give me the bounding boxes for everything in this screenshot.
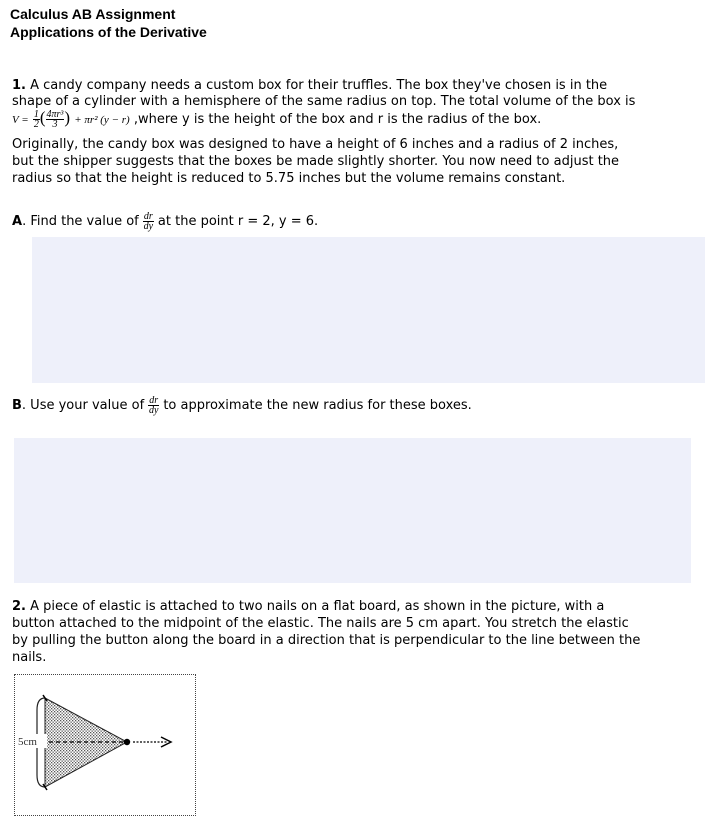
part-a-label: A [12,214,23,229]
part-b-derivative: $\frac{dr}{dy}$ [149,395,159,416]
elastic-diagram [15,675,195,815]
part-b-label: B [12,398,22,413]
assignment-title: Calculus AB Assignment [10,6,176,22]
part-a-derivative: $\frac{dr}{dy}$ [143,211,154,232]
q2-number: 2. [12,599,26,614]
formula-cylinder: + πr² (y − r) [74,114,130,126]
q2-line-3: by pulling the button along the board in a direction that is perpendicular to the line between the [12,633,641,648]
q1-line-4: Originally, the candy box was designed to have a height of 6 inches and a radius of 2 inches, [12,137,619,152]
q2-line-1: 2. A piece of elastic is attached to two nails on a flat board, as shown in the picture, with a [12,599,605,614]
q1-line-2: shape of a cylinder with a hemisphere of the same radius on top. The total volume of the box is [12,94,636,109]
formula-hemisphere: $\frac{\text{4πr³}}{3}$ [46,109,64,130]
q2-line-4: nails. [12,650,47,665]
assignment-subtitle: Applications of the Derivative [10,24,207,40]
part-b-answer-box[interactable] [14,438,691,583]
distance-label: 5cm [18,736,37,748]
q1-line-6: radius so that the height is reduced to 5.75 inches but the volume remains constant. [12,171,566,186]
formula-tail: ,where y is the height of the box and r is the radius of the box. [133,112,542,127]
q1-formula-line: V = $\frac{1}{2}$ ( $\frac{\text{4πr³}}{3}$ ) + πr² (y − r) ,where y is the height of the box and r is the radius of the box. [12,108,542,130]
q2-line-2: button attached to the midpoint of the elastic. The nails are 5 cm apart. You stretch the elastic [12,616,629,631]
part-b-prompt: B. Use your value of $\frac{dr}{dy}$ to approximate the new radius for these boxes. [12,395,472,416]
formula-v: V = [12,114,29,126]
q1-number: 1. [12,78,26,93]
q1-line-5: but the shipper suggests that the boxes be made slightly shorter. You now need to adjust the [12,154,620,169]
part-a-answer-box[interactable] [32,237,705,383]
q1-line-1: 1. A candy company needs a custom box for their truffles. The box they've chosen is in the [12,78,608,93]
part-a-prompt: A. Find the value of $\frac{dr}{dy}$ at the point r = 2, y = 6. [12,211,319,232]
formula-half: $\frac{1}{2}$ [33,109,39,130]
button-icon [124,739,130,745]
elastic-figure [14,674,196,816]
